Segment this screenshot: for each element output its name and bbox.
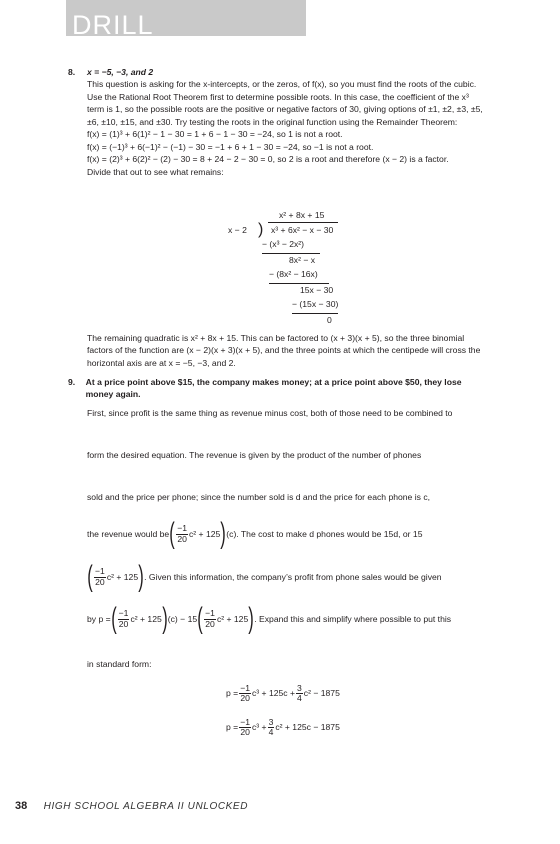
question-answer: x = −5, −3, and 2 (87, 67, 154, 77)
remainder-test-2: f(x) = (−1)³ + 6(−1)² − (−1) − 30 = −1 + 6 + 1 − 30 = −24, so −1 is not a root. (87, 141, 374, 152)
fraction (239, 718, 251, 737)
remainder-test-3: f(x) = (2)³ + 6(2)² − (2) − 30 = 8 + 24 − 2 − 30 = 0, so 2 is a root and therefore (x − 2) is a factor. (87, 154, 449, 165)
numerator: −1 (240, 717, 250, 727)
denominator: 4 (268, 727, 274, 738)
left-paren: ( (169, 517, 175, 550)
left-paren: ( (87, 560, 93, 593)
numerator: −1 (118, 608, 129, 619)
denominator: 20 (205, 618, 215, 629)
numerator: −1 (240, 683, 250, 693)
numerator: −1 (177, 523, 187, 534)
subtract-step: − (x³ − 2x²) (262, 239, 305, 249)
denominator: 4 (297, 693, 302, 704)
equation-1 (226, 684, 340, 703)
subtract-step: − (8x² − 16x) (269, 269, 318, 279)
numerator: −1 (205, 608, 215, 619)
remainder-final: 0 (327, 315, 332, 325)
text: the revenue would be (87, 528, 170, 539)
profit-line (87, 602, 452, 635)
paragraph-line: in standard form: (87, 659, 152, 669)
drill-header-tab (66, 0, 306, 40)
paragraph: The remaining quadratic is x² + 8x + 15. This can be factored to (x + 3)(x + 5), so the three binomial factors of the function are (x − 2)(x + 3)(x + 5), and the three points at which the centipede will cross the horizontal axis are at x = −5, −3, and 2. (87, 333, 481, 368)
remainder-step: 15x − 30 (300, 285, 334, 295)
text: c² + 125 (189, 528, 221, 539)
equation-2 (226, 718, 340, 737)
page-footer (15, 799, 248, 815)
right-paren: ) (138, 560, 144, 593)
paragraph-line: sold and the price per phone; since the number sold is d and the price for each phone is c, (87, 492, 431, 502)
question-9 (68, 376, 488, 401)
denominator: 20 (177, 533, 187, 544)
paragraph: This question is asking for the x-intercepts, or the zeros, of f(x), so you must find the roots of the cubic. Use the Rational Root Theorem first to determine possible roots. In this case, the coefficient of the x³ term is 1, so the possible roots are the positive or negative factors of 30, giving options of ±1, ±2, ±3, ±5, ±6, ±10, ±15, and ±30. Try testing the roots in the original function using the Remainder Theorem: (87, 79, 483, 127)
text: . Given this information, the company’s profit from phone sales would be given (144, 571, 442, 582)
remainder-test-1: f(x) = (1)³ + 6(1)² − 1 − 30 = 1 + 6 − 1 − 30 = −24, so 1 is not a root. (87, 129, 343, 140)
text: c² + 125c − 1875 (275, 722, 340, 733)
numerator: −1 (95, 566, 105, 577)
dividend: x³ + 6x² − x − 30 (271, 225, 334, 235)
question-number: 8. (68, 67, 76, 77)
paragraph-line: First, since profit is the same thing as revenue minus cost, both of those need to be combined to (87, 408, 453, 418)
paragraph-line: form the desired equation. The revenue is given by the product of the number of phones (87, 450, 422, 460)
quotient: x² + 8x + 15 (279, 210, 325, 220)
fraction (94, 567, 106, 586)
text: . Expand this and simplify where possible to put this (254, 613, 452, 624)
question-8 (68, 66, 488, 178)
divisor: x − 2 (228, 225, 247, 235)
left-paren: ( (110, 602, 117, 635)
text: (c) − 15 (167, 613, 198, 624)
question-answer: At a price point above $15, the company makes money; at a price point above $50, they lose money again. (85, 377, 462, 400)
text: c² + 125 (106, 571, 139, 582)
text: c² − 1875 (303, 688, 340, 699)
book-title: HIGH SCHOOL ALGEBRA II UNLOCKED (43, 801, 249, 812)
denominator: 20 (118, 618, 129, 629)
division-bar (268, 222, 338, 223)
remainder-step: 8x² − x (289, 255, 316, 265)
right-paren: ) (248, 602, 254, 635)
page-number: 38 (15, 800, 28, 812)
text: c³ + (252, 722, 267, 733)
text: (c). The cost to make d phones would be 15d, or 15 (226, 528, 423, 539)
fraction (118, 609, 130, 628)
text: p = (226, 688, 239, 699)
text: c³ + 125c + (252, 688, 295, 699)
text: by p = (87, 613, 111, 624)
subtract-step: − (15x − 30) (292, 299, 339, 309)
denominator: 20 (240, 727, 250, 738)
fraction (268, 718, 275, 737)
text: p = (226, 722, 239, 733)
denominator: 20 (240, 693, 250, 704)
left-paren: ( (197, 602, 203, 635)
fraction (176, 524, 188, 543)
numerator: 3 (297, 683, 302, 693)
drill-label: DRILL (72, 10, 154, 40)
revenue-line (87, 517, 423, 550)
question-number: 9. (68, 377, 76, 387)
right-paren: ) (162, 602, 168, 635)
text: c² + 125 (216, 613, 249, 624)
numerator: 3 (268, 717, 274, 727)
division-bracket: ) (258, 221, 264, 238)
denominator: 20 (95, 576, 105, 587)
text: c² + 125 (130, 613, 162, 624)
question-8-conclusion (68, 332, 488, 369)
fraction (296, 684, 303, 703)
cost-line (87, 560, 442, 593)
fraction (239, 684, 251, 703)
right-paren: ) (220, 517, 227, 550)
paragraph: Divide that out to see what remains: (87, 166, 224, 177)
fraction (204, 609, 216, 628)
